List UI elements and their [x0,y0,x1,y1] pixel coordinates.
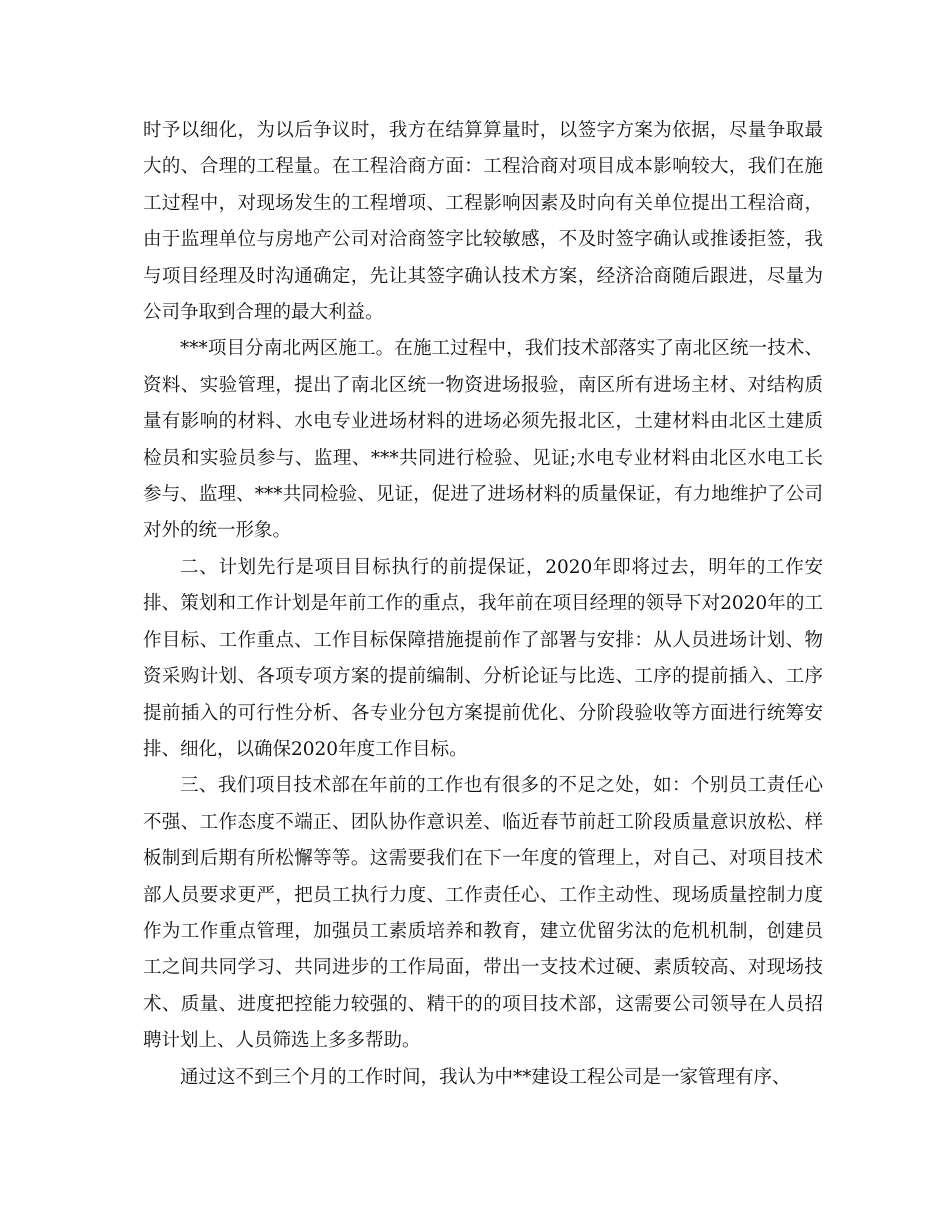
paragraph-2: ***项目分南北两区施工。在施工过程中，我们技术部落实了南北区统一技术、资料、实验管理，提出了南北区统一物资进场报验，南区所有进场主材、对结构质量有影响的材料、水电专业进场材料的进场必须先报北区，土建材料由北区土建质检员和实验员参与、监理、***共同进行检验、见证;水电专业材料由北区水电工长参与、监理、***共同检验、见证，促进了进场材料的质量保证，有力地维护了公司对外的统一形象。 [143,338,823,542]
paragraph-3: 二、计划先行是项目目标执行的前提保证，2020年即将过去，明年的工作安排、策划和工作计划是年前工作的重点，我年前在项目经理的领导下对2020年的工作目标、工作重点、工作目标保障措施提前作了部署与安排：从人员进场计划、物资采购计划、各项专项方案的提前编制、分析论证与比选、工序的提前插入、工序提前插入的可行性分析、各专业分包方案提前优化、分阶段验收等方面进行统筹安排、细化，以确保2020年度工作目标。 [143,556,823,760]
paragraph-1: 时予以细化，为以后争议时，我方在结算算量时，以签字方案为依据，尽量争取最大的、合理的工程量。在工程洽商方面：工程洽商对项目成本影响较大，我们在施工过程中，对现场发生的工程增项、工程影响因素及时向有关单位提出工程洽商，由于监理单位与房地产公司对洽商签字比较敏感，不及时签字确认或推诿拒签，我与项目经理及时沟通确定，先让其签字确认技术方案，经济洽商随后跟进，尽量为公司争取到合理的最大利益。 [143,120,823,324]
paragraph-4: 三、我们项目技术部在年前的工作也有很多的不足之处，如：个别员工责任心不强、工作态度不端正、团队协作意识差、临近春节前赶工阶段质量意识放松、样板制到后期有所松懈等等。这需要我们在下一年度的管理上，对自己、对项目技术部人员要求更严，把员工执行力度、工作责任心、工作主动性、现场质量控制力度作为工作重点管理，加强员工素质培养和教育，建立优留劣汰的危机机制，创建员工之间共同学习、共同进步的工作局面，带出一支技术过硬、素质较高、对现场技术、质量、进度把控能力较强的、精干的的项目技术部，这需要公司领导在人员招聘计划上、人员筛选上多多帮助。 [143,775,823,1052]
document-body [143,113,823,1096]
paragraph-5: 通过这不到三个月的工作时间，我认为中**建设工程公司是一家管理有序、 [180,1066,791,1088]
